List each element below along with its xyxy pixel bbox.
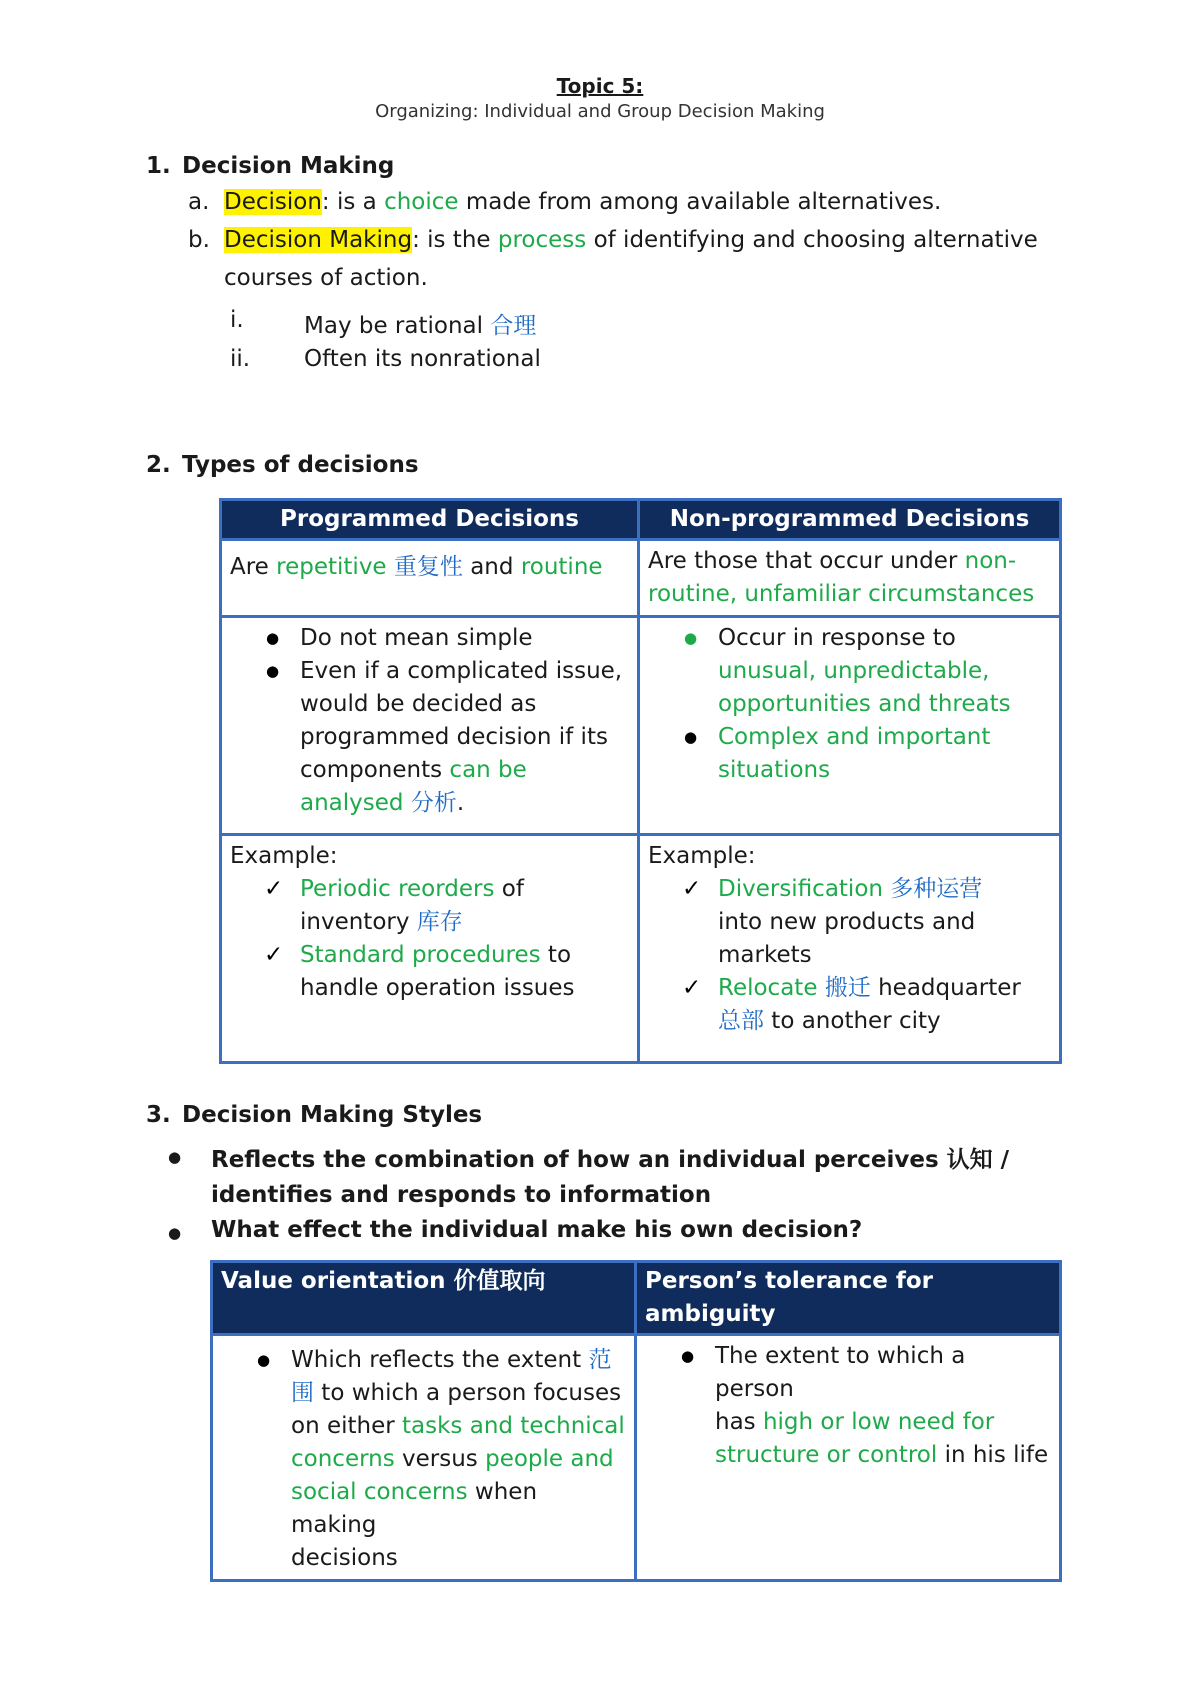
- text: decisions: [291, 1545, 398, 1571]
- text: of identifying and choosing alternative: [586, 227, 1038, 253]
- text: Even if a complicated issue,: [300, 658, 623, 684]
- bullet-icon: ●: [168, 1148, 182, 1166]
- keyword: high or low need for: [762, 1409, 995, 1435]
- item-b-definition: [224, 227, 1038, 253]
- list-item: [300, 655, 629, 820]
- text: into new products and: [718, 909, 976, 935]
- non-programmed-examples: [639, 835, 1061, 1063]
- keyword: Relocate: [718, 975, 825, 1001]
- list-item: [264, 873, 629, 939]
- keyword: social concerns: [291, 1479, 468, 1505]
- text: to which a person focuses: [314, 1380, 622, 1406]
- zh-repetitive: 重复性: [393, 554, 463, 580]
- section-1-heading: Decision Making: [182, 153, 395, 179]
- text: Value orientation: [221, 1268, 454, 1294]
- example-label: Example:: [648, 843, 756, 869]
- list-item: [291, 1344, 626, 1575]
- zh-extent: 围: [291, 1380, 314, 1406]
- list-item: [264, 939, 629, 1005]
- non-programmed-definition: [639, 540, 1061, 617]
- term-decision: Decision: [224, 189, 322, 215]
- keyword: Standard procedures: [300, 942, 541, 968]
- header-non-programmed: Non-programmed Decisions: [639, 500, 1061, 540]
- header-value-orientation: [212, 1262, 636, 1335]
- text: identifies and responds to information: [211, 1182, 712, 1208]
- list-item: [682, 972, 1051, 1038]
- section-1-number: 1.: [146, 153, 171, 179]
- text: would be decided as: [300, 691, 537, 717]
- keyword: analysed: [300, 790, 411, 816]
- subitem-ii-marker: ii.: [230, 346, 251, 372]
- page-title: Topic 5:: [556, 74, 644, 98]
- keyword-choice: choice: [384, 189, 459, 215]
- subitem-i-text: [304, 307, 536, 340]
- text: handle operation issues: [300, 975, 575, 1001]
- keyword: unusual, unpredictable,: [718, 658, 990, 684]
- text: headquarter: [870, 975, 1021, 1001]
- item-b-marker: b.: [188, 227, 210, 253]
- keyword-process: process: [497, 227, 587, 253]
- text: made from among available alternatives.: [458, 189, 942, 215]
- text: Which reflects the extent: [291, 1347, 589, 1373]
- list-item: [718, 721, 1051, 787]
- section-3-heading: Decision Making Styles: [182, 1102, 483, 1128]
- bullet-icon: ●: [168, 1224, 182, 1242]
- text: Reflects the combination of how an individual perceives 认知 /: [211, 1147, 1010, 1173]
- section-2-heading: Types of decisions: [182, 452, 419, 478]
- text: to: [540, 942, 572, 968]
- header-tolerance-ambiguity: Person’s tolerance for ambiguity: [636, 1262, 1061, 1335]
- list-item: [715, 1340, 1051, 1472]
- keyword: opportunities and threats: [718, 691, 1011, 717]
- list-item: [718, 622, 1051, 721]
- text: inventory: [300, 909, 417, 935]
- zh-extent: 范: [588, 1347, 612, 1373]
- item-b-continuation: courses of action.: [224, 265, 428, 291]
- zh-value-orientation: 价值取向: [453, 1268, 546, 1294]
- check-icon: ✓: [264, 942, 284, 968]
- keyword: Complex and important: [718, 724, 991, 750]
- keyword-repetitive: repetitive: [276, 554, 394, 580]
- text: on either: [291, 1413, 403, 1439]
- text: in his life: [937, 1442, 1049, 1468]
- term-decision-making: Decision Making: [224, 227, 413, 253]
- check-icon: ✓: [264, 876, 284, 902]
- section-2-number: 2.: [146, 452, 171, 478]
- keyword-routine: routine: [520, 554, 603, 580]
- text: The extent to which a person: [715, 1343, 966, 1402]
- check-icon: ✓: [682, 975, 702, 1001]
- keyword: Periodic reorders: [300, 876, 495, 902]
- keyword: can be: [449, 757, 527, 783]
- subitem-i-marker: i.: [230, 307, 244, 333]
- style-point-2: What effect the individual make his own decision?: [211, 1217, 863, 1243]
- text: versus: [394, 1446, 486, 1472]
- list-item: [682, 873, 1051, 972]
- zh-inventory: 库存: [416, 909, 463, 935]
- zh-analyse: 分析: [410, 790, 457, 816]
- keyword: tasks and technical: [402, 1413, 625, 1439]
- keyword: situations: [718, 757, 831, 783]
- text: to another city: [764, 1008, 941, 1034]
- item-a-definition: [224, 189, 941, 215]
- item-a-marker: a.: [188, 189, 210, 215]
- keyword: Diversification: [718, 876, 891, 902]
- text: May be rational: [304, 313, 491, 339]
- text: Do not mean simple: [300, 625, 533, 651]
- tolerance-ambiguity-description: [636, 1335, 1061, 1581]
- subitem-ii-text: Often its nonrational: [304, 346, 541, 372]
- programmed-characteristics: [221, 617, 639, 835]
- text: and: [462, 554, 521, 580]
- zh-rational: 合理: [490, 313, 537, 339]
- text: components: [300, 757, 450, 783]
- text: programmed decision if its: [300, 724, 608, 750]
- check-icon: ✓: [682, 876, 702, 902]
- section-3-number: 3.: [146, 1102, 171, 1128]
- zh-diversification: 多种运营: [890, 876, 983, 902]
- decision-types-table: [219, 498, 1062, 1064]
- text: : is a: [321, 189, 385, 215]
- text: when making: [291, 1479, 538, 1538]
- text: has: [715, 1409, 763, 1435]
- keyword: concerns: [291, 1446, 395, 1472]
- style-point-1: [211, 1141, 1009, 1216]
- list-item: [300, 622, 629, 655]
- text: of: [494, 876, 524, 902]
- keyword: structure or control: [715, 1442, 938, 1468]
- programmed-definition: [221, 540, 639, 617]
- decision-styles-table: [210, 1260, 1062, 1582]
- keyword-circumstances: routine, unfamiliar circumstances: [648, 581, 1035, 607]
- text: Are: [230, 554, 277, 580]
- header-programmed: Programmed Decisions: [221, 500, 639, 540]
- value-orientation-description: [212, 1335, 636, 1581]
- text: .: [456, 790, 465, 816]
- text: markets: [718, 942, 812, 968]
- page-subtitle: Organizing: Individual and Group Decision Making: [375, 101, 825, 122]
- keyword: people and: [485, 1446, 614, 1472]
- zh-headquarter: 总部: [718, 1008, 764, 1034]
- example-label: Example:: [230, 843, 338, 869]
- text: Are those that occur under: [648, 548, 965, 574]
- programmed-examples: [221, 835, 639, 1063]
- text: : is the: [412, 227, 498, 253]
- text: Occur in response to: [718, 625, 956, 651]
- keyword-non: non-: [964, 548, 1017, 574]
- non-programmed-characteristics: [639, 617, 1061, 835]
- zh-relocate: 搬迁: [824, 975, 871, 1001]
